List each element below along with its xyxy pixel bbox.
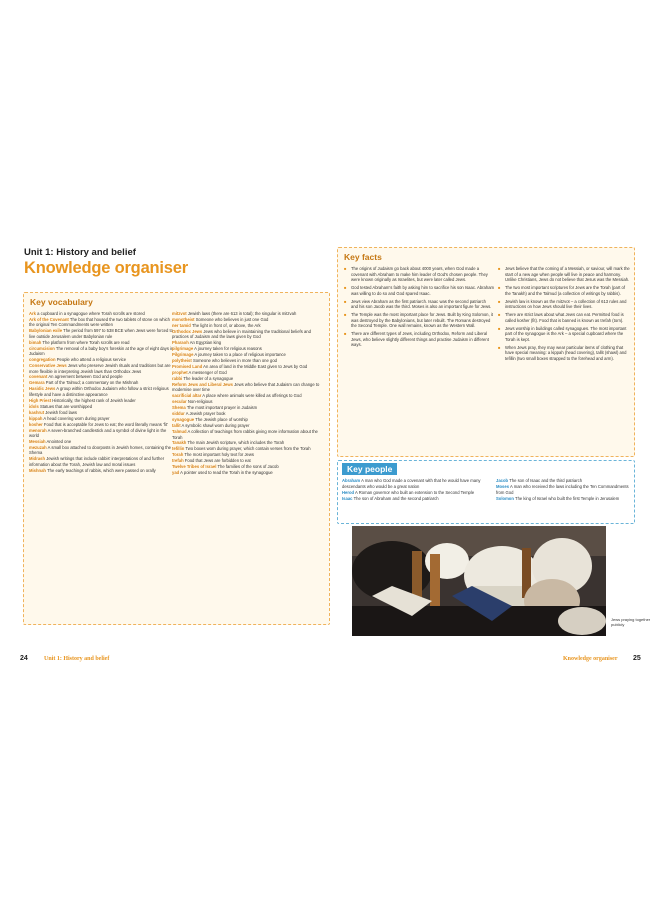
term: secular xyxy=(172,399,187,405)
term: Moses xyxy=(496,484,510,489)
person-item xyxy=(496,496,631,502)
key-facts-box xyxy=(337,247,635,457)
vocabulary-item xyxy=(29,410,174,415)
definition: Jewish laws (there are 613 in total); the singular is mitzvah xyxy=(186,311,297,316)
person-item xyxy=(342,496,490,502)
definition: The son of Abraham and the second patriarch xyxy=(352,495,439,501)
vocabulary-item xyxy=(172,370,328,375)
definition: A Roman governor who built an extension to the Second Temple xyxy=(354,489,475,495)
definition: The most important holy text for Jews xyxy=(183,452,255,458)
person-item xyxy=(342,490,490,496)
vocabulary-item xyxy=(172,393,328,398)
definition: An area of land in the Middle East given to Jews by God xyxy=(202,364,308,370)
vocabulary-item xyxy=(29,468,174,473)
definition: Food that Jews are forbidden to eat xyxy=(183,458,251,464)
vocabulary-item xyxy=(29,404,174,409)
term: mitzvot xyxy=(172,311,187,316)
vocabulary-item xyxy=(172,340,328,345)
term: Jacob xyxy=(496,478,509,483)
definition: The king of Israel who built the first Temple in Jerusalem xyxy=(513,495,620,501)
vocabulary-item xyxy=(172,458,328,463)
person-item xyxy=(496,484,631,495)
term: Abraham xyxy=(342,478,361,483)
key-vocabulary-title: Key vocabulary xyxy=(30,297,93,307)
vocabulary-item xyxy=(29,357,174,362)
term: Conservative Jews xyxy=(29,363,67,369)
fact-item: ■ The origins of Judaism go back about 4000 years, when God made a covenant with Abraham to make him leader of God's chosen people. They were known originally as Israelites, but were later called Jews. xyxy=(344,266,494,283)
definition: The main Jewish scripture, which includes the Torah xyxy=(186,440,285,446)
term: synagogue xyxy=(172,417,195,423)
term: tefillin xyxy=(172,446,185,452)
term: Shema xyxy=(172,405,186,411)
vocabulary-item xyxy=(172,399,328,404)
term: Herod xyxy=(342,489,355,495)
facts-column-1 xyxy=(344,266,494,350)
right-footer-text: Knowledge organiser xyxy=(563,656,618,662)
definition: The period from 597 to 538 BCE when Jews were forced to live outside Jerusalem under Babylonian rule xyxy=(29,328,173,339)
definition: Jews who believe in maintaining the traditional beliefs and practices of Judaism and the laws given by God xyxy=(172,328,311,340)
vocabulary-item xyxy=(172,440,328,445)
person-item xyxy=(496,478,631,484)
fact-item: ■ When Jews pray, they may wear particular items of clothing that have special meaning: a kippah (head covering), tallit (shawl) and tefillin (two small boxes strapped to the forehead and arm). xyxy=(498,345,631,362)
vocabulary-column-1 xyxy=(29,311,174,474)
vocabulary-item xyxy=(29,380,174,385)
vocabulary-item xyxy=(172,346,328,351)
definition: Someone who believes in more than one god xyxy=(191,358,277,364)
left-page-number: 24 xyxy=(20,655,28,662)
definition: Someone who believes in just one God xyxy=(194,316,269,322)
definition: Food that is acceptable for Jews to eat; the word literally means 'fit' xyxy=(42,421,168,427)
definition: People who attend a religious service xyxy=(55,357,127,363)
vocabulary-item xyxy=(172,382,328,393)
definition: Jews who preserve Jewish rituals and traditions but are more flexible in interpreting Jewish laws than Orthodox Jews xyxy=(29,363,171,374)
term: Mishnah xyxy=(29,467,46,473)
key-facts-title: Key facts xyxy=(344,252,382,262)
right-page-number: 25 xyxy=(633,655,641,662)
definition: Anointed one xyxy=(45,438,72,444)
definition: The light in front of, or above, the Ark xyxy=(190,322,261,328)
vocabulary-item xyxy=(172,429,328,440)
photo-illustration xyxy=(352,526,606,636)
vocabulary-item xyxy=(29,386,174,397)
term: covenant xyxy=(29,374,48,380)
term: Isaac xyxy=(342,495,353,501)
term: polytheist xyxy=(172,358,192,364)
vocabulary-item xyxy=(29,317,174,328)
definition: An agreement between God and people xyxy=(47,374,123,380)
vocabulary-item xyxy=(29,363,174,374)
definition: A messenger of God xyxy=(187,370,227,376)
vocabulary-item xyxy=(29,311,174,316)
definition: Jewish food laws xyxy=(44,409,77,415)
definition: The families of the sons of Jacob xyxy=(216,464,279,470)
vocabulary-item xyxy=(172,452,328,457)
term: Ark of the Covenant xyxy=(29,316,69,322)
photo-caption: Jews praying together publicly xyxy=(611,617,651,627)
definition: Part of the Talmud; a commentary on the Mishnah xyxy=(44,380,139,386)
vocabulary-item xyxy=(29,328,174,339)
left-footer-text: Unit 1: History and belief xyxy=(44,656,110,662)
vocabulary-column-2 xyxy=(172,311,328,476)
fact-item: ■ Jews worship in buildings called synagogues. The most important part of the synagogue is the Ark – a special cupboard where the Torah is kept. xyxy=(498,326,631,343)
definition: Jews who believe that Judaism can change to modernise over time xyxy=(172,381,320,393)
fact-item: ■ There are strict laws about what Jews can eat. Permitted food is called kosher (fit). Food that is banned is known as trefah (torn). xyxy=(498,312,631,323)
vocabulary-item xyxy=(172,417,328,422)
term: tallit xyxy=(172,423,181,429)
vocabulary-item xyxy=(29,445,174,456)
term: mezuzah xyxy=(29,444,47,450)
page-title: Knowledge organiser xyxy=(24,259,188,277)
key-people-box xyxy=(337,460,635,524)
vocabulary-item xyxy=(172,364,328,369)
term: Solomon xyxy=(496,495,514,501)
definition: A place where animals were killed as offerings to God xyxy=(201,393,302,399)
people-column-2 xyxy=(496,478,631,502)
fact-item: ■ Jews believe that the coming of a Messiah, or saviour, will mark the start of a new age when people will live in peace and harmony. Unlike Christians, Jews do not believe that Jesus was the Messiah. xyxy=(498,266,631,283)
term: Ark xyxy=(29,311,36,316)
vocabulary-item xyxy=(29,456,174,467)
term: menorah xyxy=(29,427,47,433)
definition: The leader of a synagogue xyxy=(182,375,234,381)
term: Messiah xyxy=(29,438,46,444)
term: Midrash xyxy=(29,456,46,462)
definition: The most important prayer in Judaism xyxy=(185,405,258,411)
vocabulary-item xyxy=(172,470,328,475)
definition: A man who received the laws including the Ten Commandments from God xyxy=(496,484,629,495)
term: circumcision xyxy=(29,345,55,351)
definition: A man who God made a covenant with that he would have many descendants who would be a great nation xyxy=(342,478,481,489)
term: pilgrimage xyxy=(172,346,194,352)
term: Promised Land xyxy=(172,364,203,370)
vocabulary-item xyxy=(29,340,174,345)
term: Torah xyxy=(172,452,184,458)
term: idols xyxy=(29,403,39,409)
definition: A group within Orthodox Judaism who follow a strict religious lifestyle and have a distinctive appearance xyxy=(29,386,169,397)
term: Hasidic Jews xyxy=(29,386,56,392)
vocabulary-item xyxy=(29,346,174,357)
vocabulary-item xyxy=(172,446,328,451)
term: Babylonian exile xyxy=(29,328,63,334)
fact-item: ■ There are different types of Jews, including Orthodox, Reform and Liberal Jews, who believe slightly different things and practise Judaism in different ways. xyxy=(344,331,494,348)
person-item xyxy=(342,478,490,489)
vocabulary-item xyxy=(172,423,328,428)
vocabulary-item xyxy=(172,405,328,410)
term: trefah xyxy=(172,458,184,464)
definition: A head covering worn during prayer xyxy=(42,415,110,421)
definition: The early teachings of rabbis, which were passed on orally xyxy=(45,467,156,473)
definition: Two boxes worn during prayer, which contain verses from the Torah xyxy=(184,446,311,452)
vocabulary-item xyxy=(29,374,174,379)
term: Tanakh xyxy=(172,440,187,446)
definition: A Jewish prayer book xyxy=(184,411,226,417)
term: prophet xyxy=(172,370,188,376)
definition: Historically, the highest rank of Jewish leader xyxy=(51,397,136,403)
vocabulary-item xyxy=(172,352,328,357)
term: Pharaoh xyxy=(172,340,189,346)
facts-column-2 xyxy=(498,266,631,364)
fact-item: ■ The two most important scriptures for Jews are the Torah (part of the Tanakh) and the Talmud (a collection of writings by rabbis). xyxy=(498,285,631,296)
key-vocabulary-box xyxy=(23,292,330,625)
fact-item: ■ Jewish law is known as the mitzvot – a collection of 613 rules and instructions on how Jews should live their lives. xyxy=(498,299,631,310)
vocabulary-item xyxy=(172,358,328,363)
vocabulary-item xyxy=(172,323,328,328)
definition: Non-religious xyxy=(186,399,213,405)
vocabulary-item xyxy=(172,317,328,322)
term: yad xyxy=(172,470,180,476)
definition: A journey taken for religious reasons xyxy=(193,346,262,352)
definition: A small box attached to doorposts in Jewish homes, containing the Shema xyxy=(29,444,171,456)
fact-item: ■ The Temple was the most important place for Jews. Built by King Solomon, it was destroyed by the Babylonians, but later rebuilt. The Romans destroyed the Second Temple. One wall remains, known as the Western Wall. xyxy=(344,312,494,329)
fact-item: ■ Jews view Abraham as the first patriarch. Isaac was the second patriarch and his son Jacob was the third. Moses is also an important figure for Jews. xyxy=(344,299,494,310)
term: rabbi xyxy=(172,375,183,381)
definition: A symbolic shawl worn during prayer xyxy=(180,423,250,429)
vocabulary-item xyxy=(172,376,328,381)
term: Orthodox Jews xyxy=(172,328,203,334)
term: Twelve Tribes of Israel xyxy=(172,464,217,470)
vocabulary-item xyxy=(172,464,328,469)
vocabulary-item xyxy=(172,411,328,416)
fact-item: ■ God tested Abraham's faith by asking him to sacrifice his son Isaac. Abraham was willing to do so and God spared Isaac. xyxy=(344,285,494,296)
term: kashrut xyxy=(29,409,45,415)
definition: A seven-branched candlestick and a symbol of divine light in the world xyxy=(29,427,167,439)
term: sacrificial altar xyxy=(172,393,202,399)
definition: A collection of teachings from rabbis giving more information about the Torah xyxy=(172,429,318,440)
definition: The son of Isaac and the third patriarch xyxy=(508,478,583,483)
vocabulary-item xyxy=(172,311,328,316)
definition: Jewish writings that include rabbis' interpretations of and further information about the Torah, Jewish law and moral issues xyxy=(29,456,165,467)
vocabulary-item xyxy=(29,398,174,403)
term: kosher xyxy=(29,421,43,427)
vocabulary-item xyxy=(29,422,174,427)
people-column-1 xyxy=(342,478,490,502)
definition: Statues that are worshipped xyxy=(38,403,93,409)
key-people-title: Key people xyxy=(342,463,397,475)
vocabulary-item xyxy=(29,416,174,421)
term: ner tamid xyxy=(172,322,191,328)
definition: A pointer used to read the Torah in the synagogue xyxy=(179,470,273,476)
term: monotheist xyxy=(172,316,195,322)
definition: The platform from where Torah scrolls are read xyxy=(41,339,130,345)
definition: a cupboard in a synagogue where Torah scrolls are stored xyxy=(35,311,145,316)
definition: The removal of a baby boy's foreskin at the age of eight days in Judaism xyxy=(29,345,174,357)
vocabulary-item xyxy=(172,329,328,340)
term: kippah xyxy=(29,415,43,421)
term: Reform Jews and Liberal Jews xyxy=(172,381,233,387)
unit-label: Unit 1: History and belief xyxy=(24,247,136,258)
term: bimah xyxy=(29,339,42,345)
definition: The Jewish place of worship xyxy=(194,417,248,423)
term: High Priest xyxy=(29,397,52,403)
definition: An Egyptian king xyxy=(188,340,222,346)
vocabulary-item xyxy=(29,439,174,444)
term: siddur xyxy=(172,411,185,417)
definition: A journey taken to a place of religious importance xyxy=(193,352,286,358)
jews-praying-photo xyxy=(352,526,606,636)
term: Gemara xyxy=(29,380,45,386)
term: congregation xyxy=(29,357,56,363)
definition: The box that housed the two tablets of stone on which the original Ten Commandments were written xyxy=(29,316,170,328)
term: Pilgrimage xyxy=(172,352,194,358)
vocabulary-item xyxy=(29,428,174,439)
term: Talmud xyxy=(172,429,187,435)
